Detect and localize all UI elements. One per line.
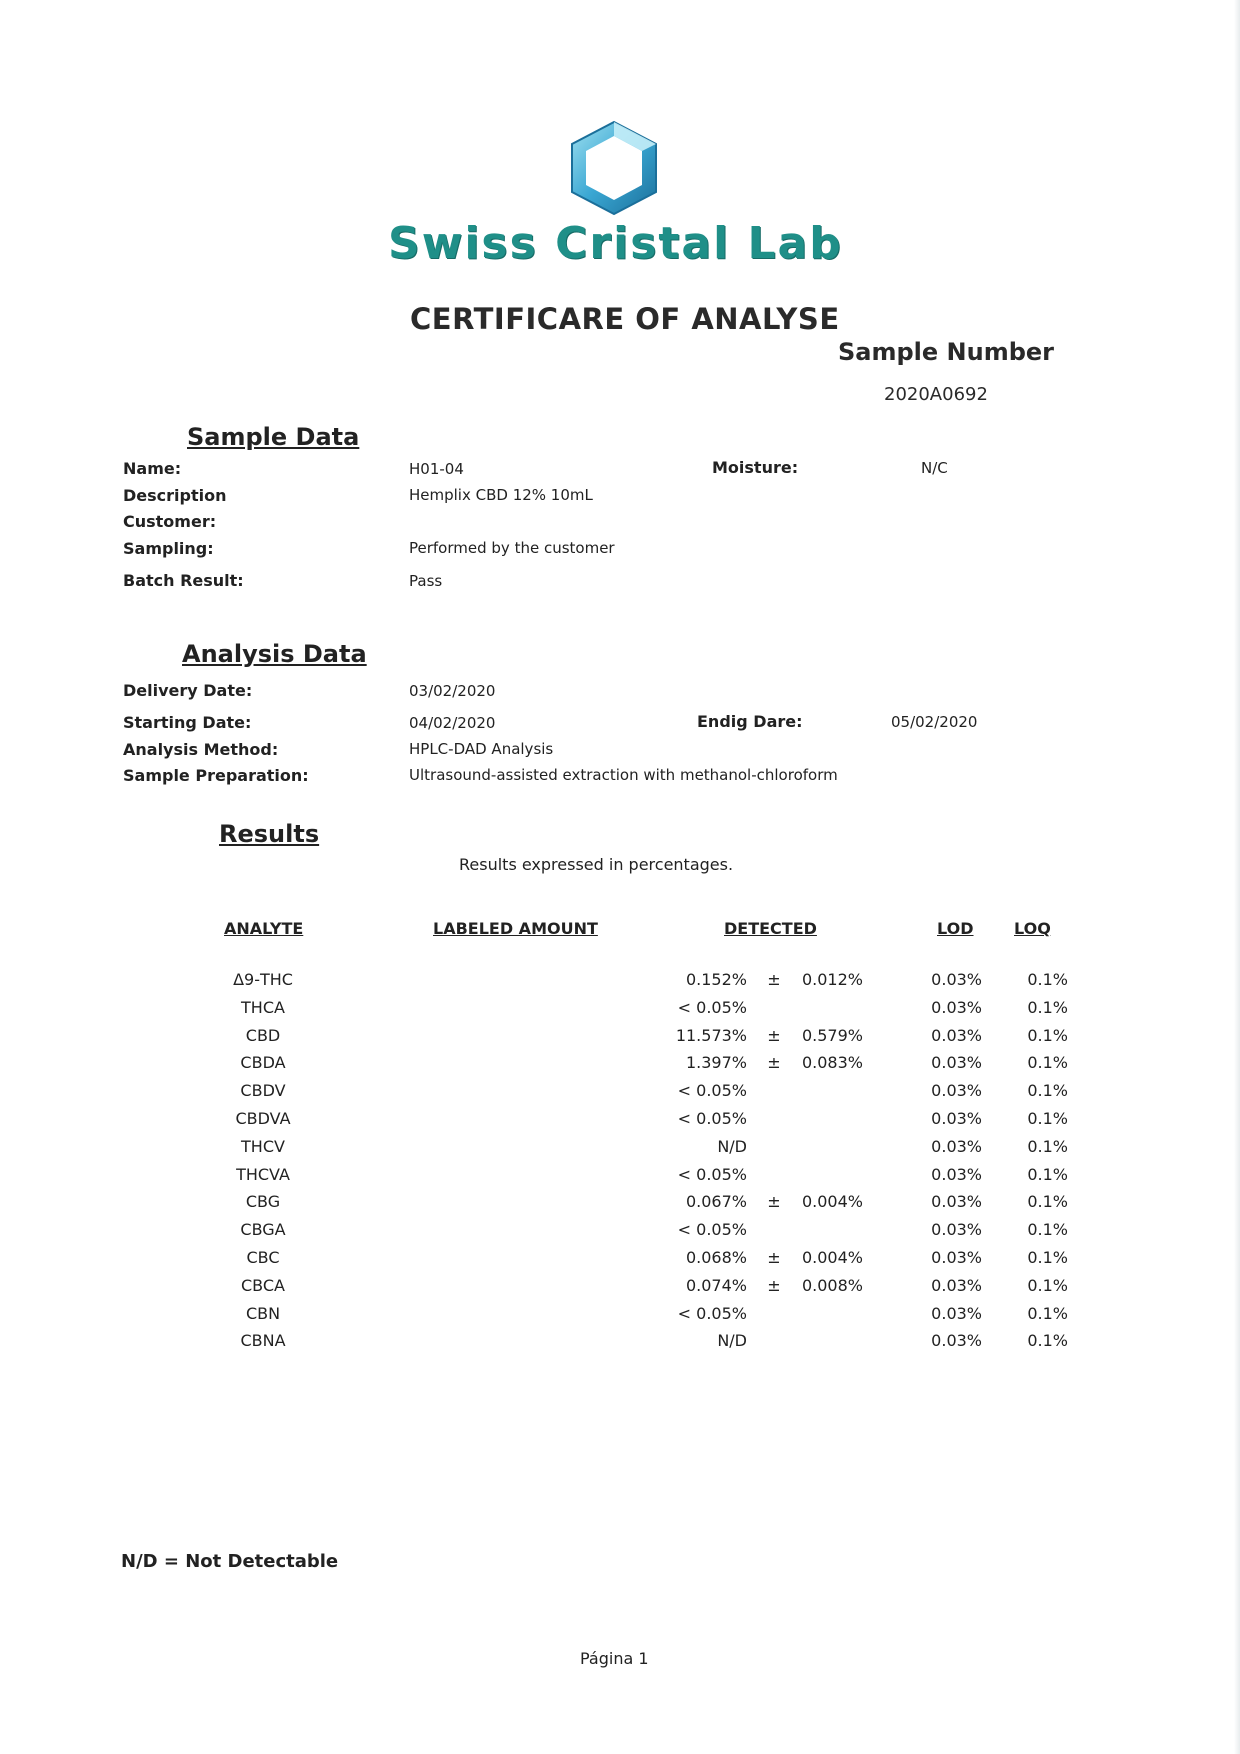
loq-cell: 0.1%: [1027, 1192, 1068, 1212]
loq-cell: 0.1%: [1027, 1108, 1068, 1128]
analyte-cell: CBDVA: [235, 1108, 291, 1128]
analyte-cell: CBGA: [240, 1220, 286, 1240]
table-row: [0, 998, 1240, 1026]
analyte-cell: CBG: [245, 1192, 281, 1212]
analyte-cell: CBDA: [240, 1053, 286, 1073]
table-row: [0, 1053, 1240, 1081]
detected-cell: < 0.05%: [677, 1220, 747, 1240]
loq-cell: 0.1%: [1027, 1025, 1068, 1045]
sampling-value: Performed by the customer: [409, 539, 615, 557]
starting-date-label: Starting Date:: [123, 713, 252, 732]
lod-cell: 0.03%: [931, 1025, 982, 1045]
analyte-cell: CBD: [245, 1025, 281, 1045]
loq-cell: 0.1%: [1027, 1136, 1068, 1156]
detected-cell: 1.397%: [685, 1053, 747, 1073]
table-row: [0, 1026, 1240, 1054]
analysis-data-heading: Analysis Data: [182, 640, 367, 668]
loq-column-header: LOQ: [1014, 919, 1051, 938]
detected-cell: < 0.05%: [677, 1108, 747, 1128]
loq-cell: 0.1%: [1027, 1247, 1068, 1267]
moisture-label: Moisture:: [712, 458, 799, 477]
detected-cell: < 0.05%: [677, 997, 747, 1017]
loq-cell: 0.1%: [1027, 1331, 1068, 1351]
plus-minus-cell: ±: [767, 970, 781, 989]
loq-cell: 0.1%: [1027, 970, 1068, 989]
analyte-cell: THCV: [241, 1136, 285, 1156]
table-row: [0, 1137, 1240, 1165]
table-row: [0, 1276, 1240, 1304]
lod-cell: 0.03%: [931, 1081, 982, 1101]
analyte-cell: CBN: [245, 1303, 281, 1323]
loq-cell: 0.1%: [1027, 1053, 1068, 1073]
table-row: [0, 1192, 1240, 1220]
plus-minus-cell: ±: [767, 1275, 781, 1295]
loq-cell: 0.1%: [1027, 1303, 1068, 1323]
sample-preparation-label: Sample Preparation:: [123, 766, 309, 785]
batch-result-value: Pass: [409, 572, 443, 590]
lod-cell: 0.03%: [931, 1275, 982, 1295]
detected-cell: N/D: [717, 1331, 747, 1351]
starting-date-value: 04/02/2020: [409, 714, 496, 732]
lod-cell: 0.03%: [931, 970, 982, 989]
delivery-date-value: 03/02/2020: [409, 682, 496, 700]
batch-result-label: Batch Result:: [123, 571, 244, 590]
table-row: [0, 970, 1240, 998]
brand-name: Swiss Cristal Lab: [388, 218, 843, 269]
uncertainty-cell: 0.083%: [801, 1053, 863, 1073]
detected-cell: 0.067%: [685, 1192, 747, 1212]
table-row: [0, 1331, 1240, 1359]
labeled-amount-column-header: LABELED AMOUNT: [433, 919, 598, 938]
scan-edge: [1234, 0, 1240, 1754]
page-number: Página 1: [580, 1649, 649, 1668]
lod-column-header: LOD: [937, 919, 974, 938]
uncertainty-cell: 0.012%: [801, 970, 863, 989]
sample-number-value: 2020A0692: [884, 384, 988, 405]
name-value: H01-04: [409, 460, 464, 478]
plus-minus-cell: ±: [767, 1025, 781, 1045]
ending-date-label: Endig Dare:: [697, 712, 803, 731]
sample-preparation-value: Ultrasound-assisted extraction with methanol-chloroform: [409, 766, 838, 784]
ending-date-value: 05/02/2020: [891, 713, 978, 731]
loq-cell: 0.1%: [1027, 1275, 1068, 1295]
sampling-label: Sampling:: [123, 539, 214, 558]
analysis-method-label: Analysis Method:: [123, 740, 279, 759]
table-row: [0, 1081, 1240, 1109]
loq-cell: 0.1%: [1027, 1164, 1068, 1184]
lod-cell: 0.03%: [931, 1108, 982, 1128]
lod-cell: 0.03%: [931, 1136, 982, 1156]
table-row: [0, 1165, 1240, 1193]
delivery-date-label: Delivery Date:: [123, 681, 253, 700]
detected-cell: < 0.05%: [677, 1164, 747, 1184]
footnote: N/D = Not Detectable: [121, 1551, 339, 1572]
detected-cell: < 0.05%: [677, 1303, 747, 1323]
table-row: [0, 1304, 1240, 1332]
sample-number-label: Sample Number: [838, 338, 1054, 366]
detected-cell: < 0.05%: [677, 1081, 747, 1101]
results-heading: Results: [219, 820, 320, 848]
analysis-method-value: HPLC-DAD Analysis: [409, 740, 554, 758]
lod-cell: 0.03%: [931, 1164, 982, 1184]
customer-label: Customer:: [123, 512, 217, 531]
loq-cell: 0.1%: [1027, 997, 1068, 1017]
uncertainty-cell: 0.004%: [801, 1192, 863, 1212]
uncertainty-cell: 0.008%: [801, 1275, 863, 1295]
sample-data-heading: Sample Data: [187, 423, 360, 451]
detected-cell: 11.573%: [675, 1025, 747, 1045]
lod-cell: 0.03%: [931, 997, 982, 1017]
detected-column-header: DETECTED: [724, 919, 817, 938]
lod-cell: 0.03%: [931, 1220, 982, 1240]
lod-cell: 0.03%: [931, 1192, 982, 1212]
results-table: [0, 970, 1240, 1359]
document-title: CERTIFICARE OF ANALYSE: [410, 302, 840, 336]
name-label: Name:: [123, 459, 182, 478]
analyte-cell: Δ9-THC: [233, 970, 293, 989]
analyte-cell: CBDV: [240, 1081, 286, 1101]
lod-cell: 0.03%: [931, 1053, 982, 1073]
plus-minus-cell: ±: [767, 1053, 781, 1073]
hexagon-logo-icon: [380, 118, 860, 218]
uncertainty-cell: 0.579%: [801, 1025, 863, 1045]
plus-minus-cell: ±: [767, 1192, 781, 1212]
detected-cell: 0.152%: [685, 970, 747, 989]
lod-cell: 0.03%: [931, 1331, 982, 1351]
description-value: Hemplix CBD 12% 10mL: [409, 486, 593, 504]
analyte-cell: THCA: [241, 997, 285, 1017]
table-row: [0, 1109, 1240, 1137]
plus-minus-cell: ±: [767, 1247, 781, 1267]
analyte-cell: CBNA: [240, 1331, 286, 1351]
table-row: [0, 1220, 1240, 1248]
table-row: [0, 1248, 1240, 1276]
loq-cell: 0.1%: [1027, 1081, 1068, 1101]
moisture-value: N/C: [921, 459, 948, 477]
description-label: Description: [123, 486, 227, 505]
results-note: Results expressed in percentages.: [459, 855, 734, 874]
detected-cell: 0.068%: [685, 1247, 747, 1267]
analyte-cell: THCVA: [236, 1164, 290, 1184]
loq-cell: 0.1%: [1027, 1220, 1068, 1240]
lod-cell: 0.03%: [931, 1247, 982, 1267]
lod-cell: 0.03%: [931, 1303, 982, 1323]
analyte-cell: CBCA: [241, 1275, 285, 1295]
analyte-column-header: ANALYTE: [224, 919, 304, 938]
detected-cell: N/D: [717, 1136, 747, 1156]
uncertainty-cell: 0.004%: [801, 1247, 863, 1267]
analyte-cell: CBC: [246, 1247, 280, 1267]
detected-cell: 0.074%: [685, 1275, 747, 1295]
